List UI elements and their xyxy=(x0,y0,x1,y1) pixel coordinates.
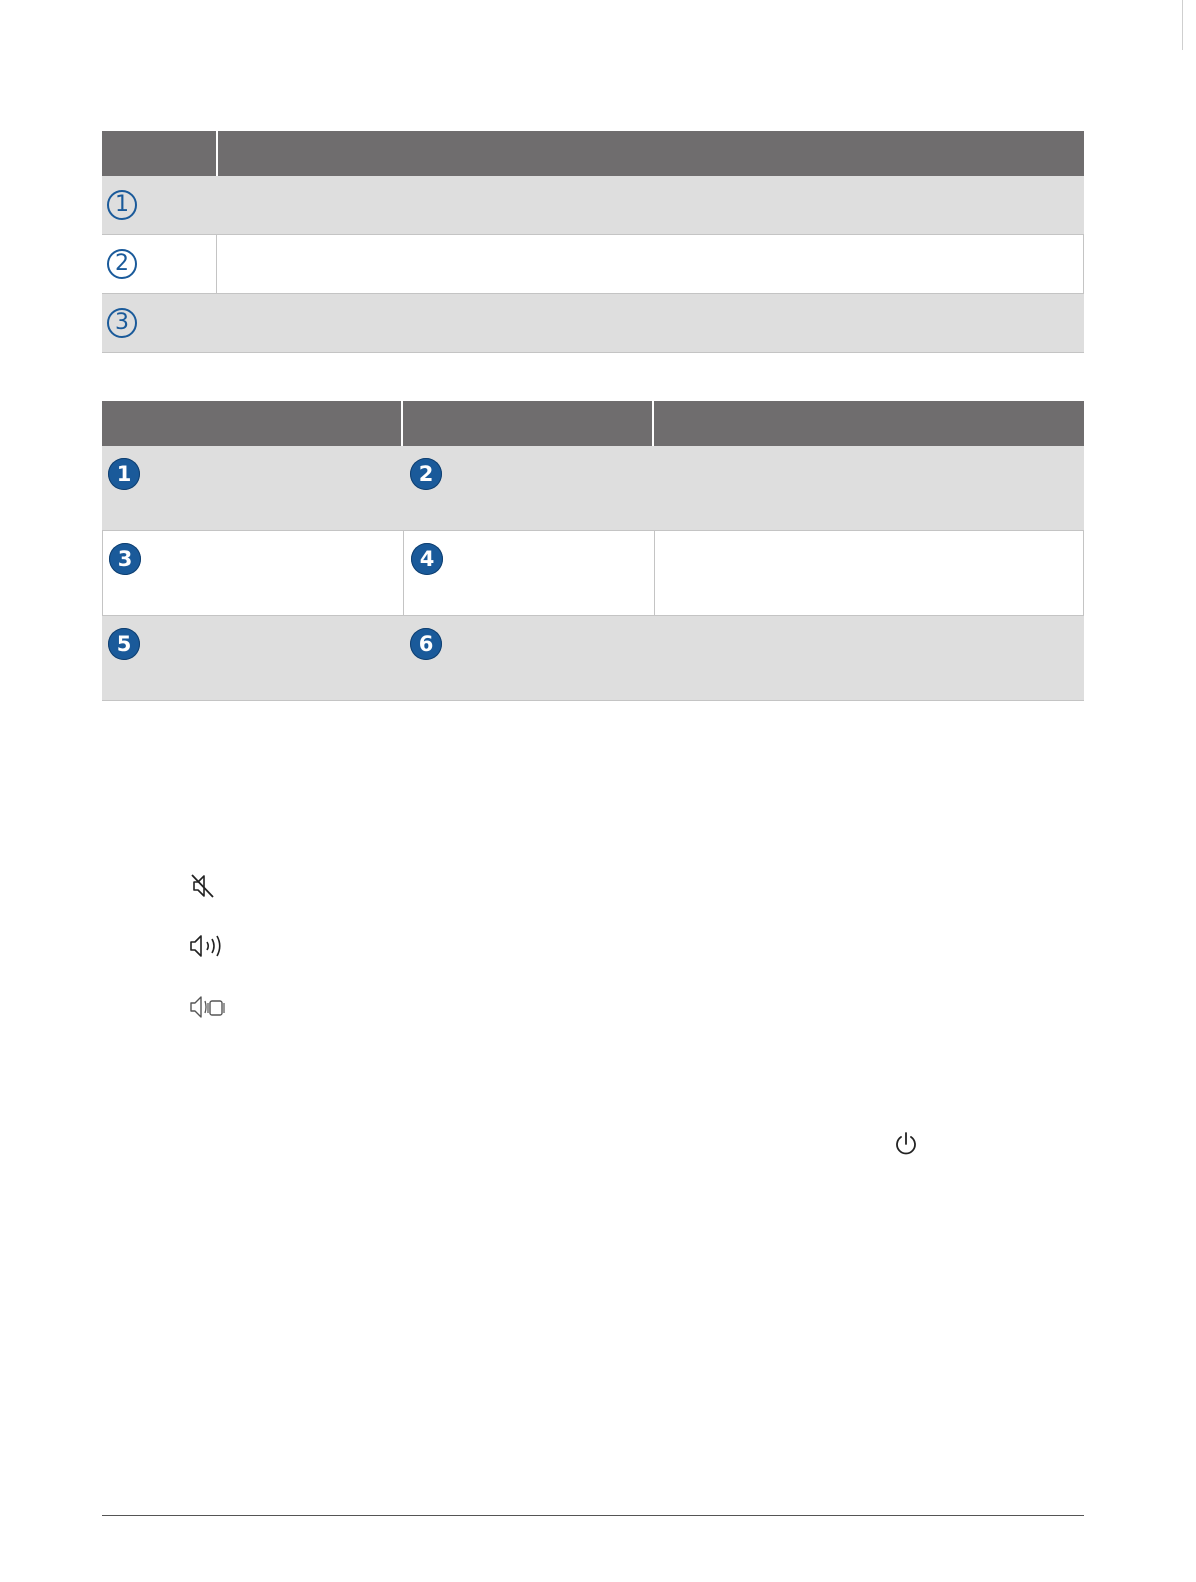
footer-divider xyxy=(102,1515,1084,1516)
callout-number: 3 xyxy=(107,308,137,338)
callout-number: 3 xyxy=(109,543,141,575)
table-row xyxy=(102,446,1084,531)
header-cell xyxy=(102,401,403,446)
callout-number: 2 xyxy=(410,458,442,490)
callout-number: 5 xyxy=(108,628,140,660)
callout-number: 6 xyxy=(410,628,442,660)
table-header xyxy=(102,131,1084,176)
table-row xyxy=(102,294,1084,353)
power-icon xyxy=(893,1130,919,1158)
speaker-volume-icon xyxy=(188,932,228,960)
header-cell xyxy=(654,401,1084,446)
table-header xyxy=(102,401,1084,446)
speaker-vibrate-icon xyxy=(188,992,228,1022)
margin-rule xyxy=(1182,0,1183,50)
table-row xyxy=(102,235,1084,294)
callout-number: 4 xyxy=(411,543,443,575)
table-row xyxy=(102,616,1084,701)
table-row xyxy=(102,531,1084,616)
callout-number: 2 xyxy=(107,249,137,279)
header-cell xyxy=(403,401,654,446)
callout-number: 1 xyxy=(107,190,137,220)
header-cell-item xyxy=(102,131,218,176)
callout-table-1 xyxy=(102,131,1084,353)
table-row xyxy=(102,176,1084,235)
callout-table-2 xyxy=(102,401,1084,701)
speaker-muted-icon xyxy=(188,872,218,900)
callout-number: 1 xyxy=(108,458,140,490)
